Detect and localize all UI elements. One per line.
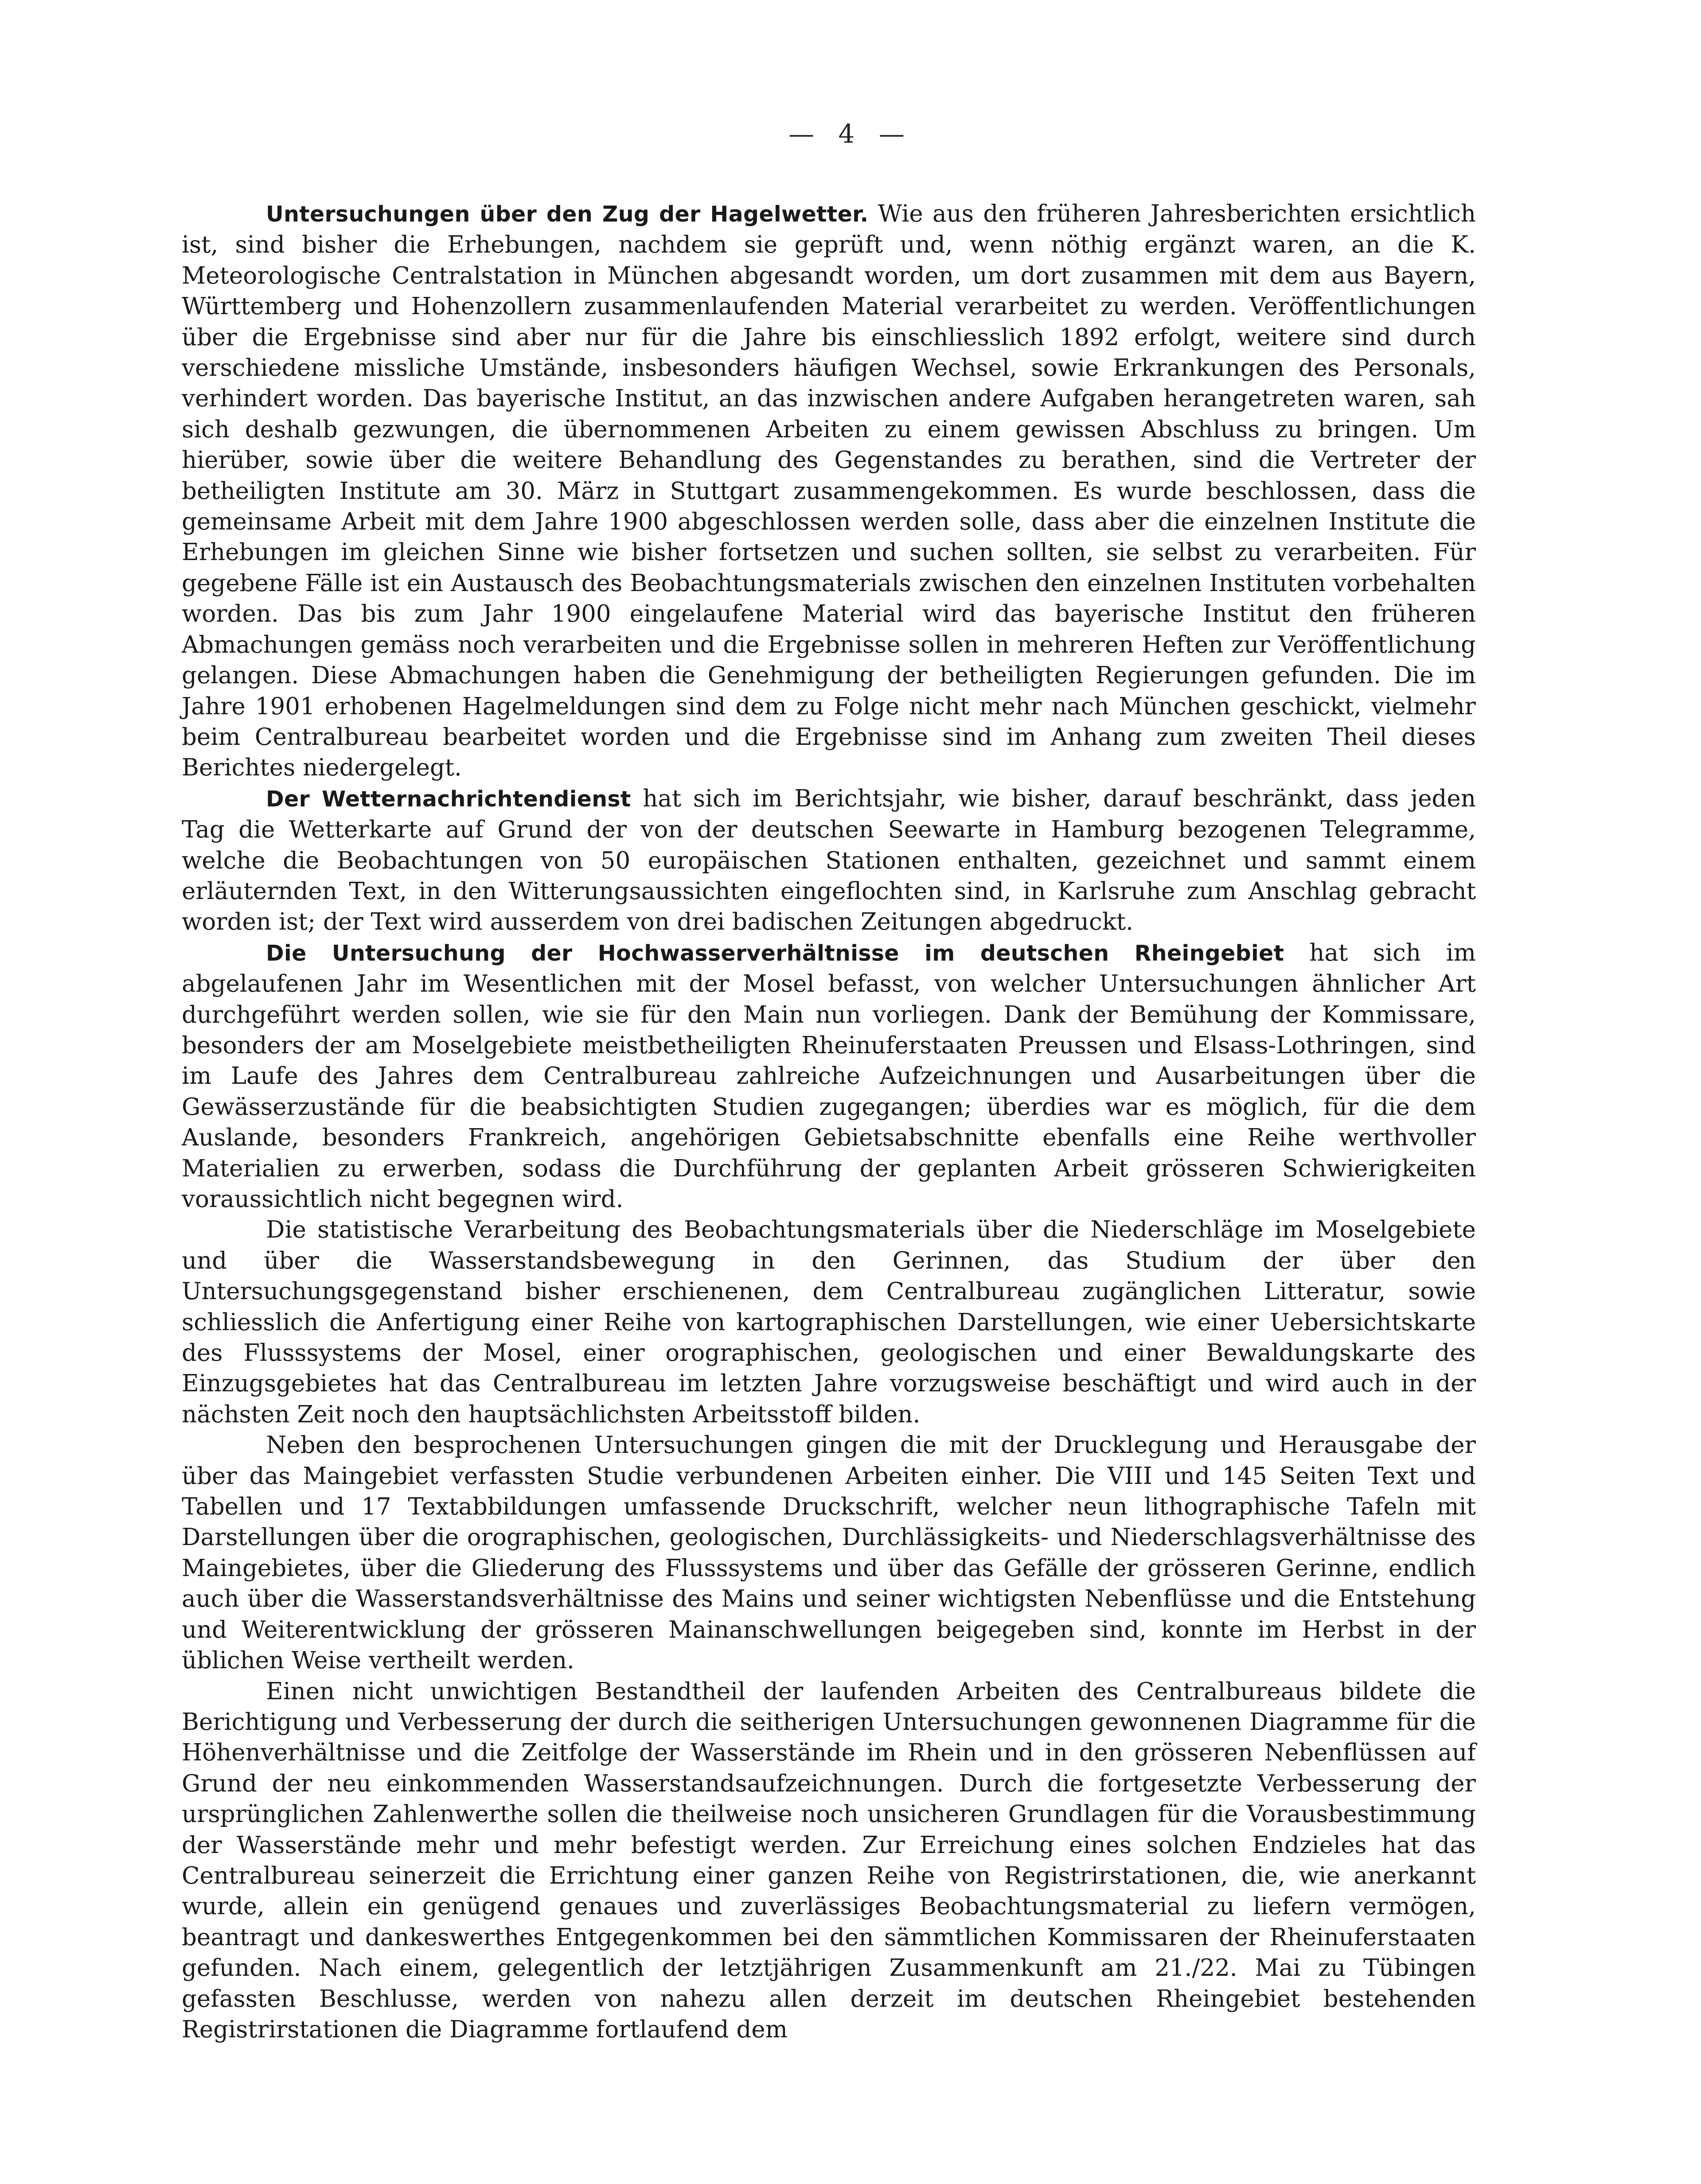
- paragraph-body: Die statistische Verarbeitung des Beobachtungsmaterials über die Niederschläge im Moselgebiete und über die Wasserstandsbewegung in den Gerinnen, das Studium der über den Untersuchungsgegenstand bisher erschienenen, dem Centralbureau zugänglichen Litteratur, sowie schliesslich die Anfertigung einer Reihe von kartographischen Darstellungen, wie einer Uebersichtskarte des Flusssystems der Mosel, einer orographischen, geologischen und einer Bewaldungskarte des Einzugsgebietes hat das Centralbureau im letzten Jahre vorzugsweise beschäftigt und wird auch in der nächsten Zeit noch den hauptsächlichsten Arbeitsstoff bilden.: [182, 1216, 1476, 1428]
- page-number: — 4 —: [788, 119, 913, 149]
- paragraph-hagelwetter: [182, 199, 1476, 783]
- paragraph-registrirstationen: [182, 1676, 1476, 2045]
- paragraph-body: Neben den besprochenen Untersuchungen gingen die mit der Drucklegung und Herausgabe der über das Maingebiet verfassten Studie verbundenen Arbeiten einher. Die VIII und 145 Seiten Text und Tabellen und 17 Textabbildungen umfassende Druckschrift, welcher neun lithographische Tafeln mit Darstellungen über die orographischen, geologischen, Durchlässigkeits- und Niederschlagsverhältnisse des Maingebietes, über die Gliederung des Flusssystems und über das Gefälle der grösseren Gerinne, endlich auch über die Wasserstandsverhältnisse des Mains und seiner wichtigsten Nebenflüsse und die Entstehung und Weiterentwicklung der grösseren Mainanschwellungen beigegeben sind, konnte im Herbst in der üblichen Weise vertheilt werden.: [182, 1432, 1476, 1674]
- paragraph-hochwasser: [182, 938, 1476, 1215]
- paragraph-statistische-verarbeitung: [182, 1215, 1476, 1430]
- paragraph-body: Wie aus den früheren Jahresberichten ersichtlich ist, sind bisher die Erhebungen, nachdem sie geprüft und, wenn nöthig ergänzt waren, an die K. Meteorologische Centralstation in München abgesandt worden, um dort zusammen mit dem aus Bayern, Württemberg und Hohenzollern zusammenlaufenden Material verarbeitet zu werden. Veröffentlichungen über die Ergebnisse sind aber nur für die Jahre bis einschliesslich 1892 erfolgt, weitere sind durch verschiedene missliche Umstände, insbesonders häufigen Wechsel, sowie Erkrankungen des Personals, verhindert worden. Das bayerische Institut, an das inzwischen andere Aufgaben herangetreten waren, sah sich deshalb gezwungen, die übernommenen Arbeiten zu einem gewissen Abschluss zu bringen. Um hierüber, sowie über die weitere Behandlung des Gegenstandes zu berathen, sind die Vertreter der betheiligten Institute am 30. März in Stuttgart zusammengekommen. Es wurde beschlossen, dass die gemeinsame Arbeit mit dem Jahre 1900 abgeschlossen werden solle, dass aber die einzelnen Institute die Erhebungen im gleichen Sinne wie bisher fortsetzen und suchen sollten, sie selbst zu verarbeiten. Für gegebene Fälle ist ein Austausch des Beobachtungsmaterials zwischen den einzelnen Instituten vorbehalten worden. Das bis zum Jahr 1900 eingelaufene Material wird das bayerische Institut den früheren Abmachungen gemäss noch verarbeiten und die Ergebnisse sollen in mehreren Heften zur Veröffentlichung gelangen. Diese Abmachungen haben die Genehmigung der betheiligten Regierungen gefunden. Die im Jahre 1901 erhobenen Hagelmeldungen sind dem zu Folge nicht mehr nach München geschickt, vielmehr beim Centralbureau bearbeitet worden und die Ergebnisse sind im Anhang zum zweiten Theil dieses Berichtes niedergelegt.: [182, 200, 1476, 782]
- paragraph-heading: Die Untersuchung der Hochwasserverhältnisse im deutschen Rheingebiet: [266, 940, 1284, 966]
- paragraph-heading: Der Wetternachrichtendienst: [266, 786, 631, 812]
- paragraph-drucklegung: [182, 1430, 1476, 1676]
- paragraph-wetternachrichtendienst: [182, 783, 1476, 938]
- paragraph-body: Einen nicht unwichtigen Bestandtheil der laufenden Arbeiten des Centralbureaus bildete die Berichtigung und Verbesserung der durch die seitherigen Untersuchungen gewonnenen Diagramme für die Höhenverhältnisse und die Zeitfolge der Wasserstände im Rhein und in den grösseren Nebenflüssen auf Grund der neu einkommenden Wasserstandsaufzeichnungen. Durch die fortgesetzte Verbesserung der ursprünglichen Zahlenwerthe sollen die theilweise noch unsicheren Grundlagen für die Vorausbestimmung der Wasserstände mehr und mehr befestigt werden. Zur Erreichung eines solchen Endzieles hat das Centralbureau seinerzeit die Errichtung einer ganzen Reihe von Registrirstationen, die, wie anerkannt wurde, allein ein genügend genaues und zuverlässiges Beobachtungsmaterial zu liefern vermögen, beantragt und dankeswerthes Entgegenkommen bei den sämmtlichen Kommissaren der Rheinuferstaaten gefunden. Nach einem, gelegentlich der letztjährigen Zusammenkunft am 21./22. Mai zu Tübingen gefassten Beschlusse, werden von nahezu allen derzeit im deutschen Rheingebiet bestehenden Registrirstationen die Diagramme fortlaufend dem: [182, 1678, 1476, 2043]
- paragraph-body: hat sich im abgelaufenen Jahr im Wesentlichen mit der Mosel befasst, von welcher Untersuchungen ähnlicher Art durchgeführt werden sollen, wie sie für den Main nun vorliegen. Dank der Bemühung der Kommissare, besonders der am Moselgebiete meistbetheiligten Rheinuferstaaten Preussen und Elsass-Lothringen, sind im Laufe des Jahres dem Centralbureau zahlreiche Aufzeichnungen und Ausarbeitungen über die Gewässerzustände für die beabsichtigten Studien zugegangen; überdies war es möglich, für die dem Auslande, besonders Frankreich, angehörigen Gebietsabschnitte ebenfalls eine Reihe werthvoller Materialien zu erwerben, sodass die Durchführung der geplanten Arbeit grösseren Schwierigkeiten voraussichtlich nicht begegnen wird.: [182, 939, 1476, 1213]
- paragraph-heading: Untersuchungen über den Zug der Hagelwetter.: [266, 202, 869, 227]
- paragraph-body: hat sich im Berichtsjahr, wie bisher, darauf beschränkt, dass jeden Tag die Wetterkarte auf Grund der von der deutschen Seewarte in Hamburg bezogenen Telegramme, welche die Beobachtungen von 50 europäischen Stationen enthalten, gezeichnet und sammt einem erläuternden Text, in den Witterungsaussichten eingeflochten sind, in Karlsruhe zum Anschlag gebracht worden ist; der Text wird ausserdem von drei badischen Zeitungen abgedruckt.: [182, 785, 1476, 936]
- body-text: [182, 199, 1476, 2045]
